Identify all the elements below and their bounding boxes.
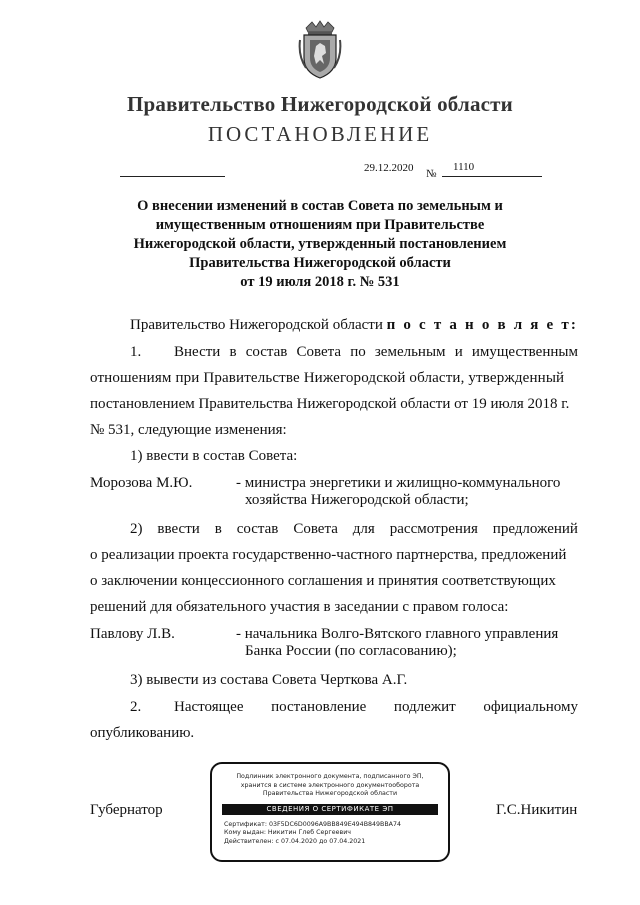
stamp-text: Правительства Нижегородской области bbox=[262, 790, 398, 797]
word: в bbox=[214, 521, 222, 537]
word: Внести bbox=[174, 344, 221, 360]
stamp-certificate-details bbox=[224, 821, 448, 847]
item-2-line-4: решений для обязательного участия в заседании с правом голоса: bbox=[90, 599, 509, 615]
word: ввести bbox=[157, 521, 200, 537]
word: состав bbox=[236, 521, 279, 537]
subject-line: О внесении изменений в состав Совета по земельным и bbox=[137, 198, 503, 214]
paragraph-2-number: 2. bbox=[130, 699, 142, 715]
paragraph-1-line-3: постановлением Правительства Нижегородской области от 19 июля 2018 г. bbox=[90, 396, 570, 412]
date-underline-left bbox=[120, 176, 225, 177]
word: Совета bbox=[293, 521, 338, 537]
subject-line: Правительства Нижегородской области bbox=[189, 255, 451, 271]
paragraph-2-line-2: опубликованию. bbox=[90, 725, 195, 741]
paragraph-1-number: 1. bbox=[130, 344, 142, 360]
subject-line: Нижегородской области, утвержденный постановлением bbox=[133, 236, 507, 252]
document-type: ПОСТАНОВЛЕНИЕ bbox=[207, 122, 433, 146]
paragraph-2-line-1 bbox=[174, 697, 578, 717]
subject-line: от 19 июля 2018 г. № 531 bbox=[240, 274, 400, 290]
item-2-line-2: о реализации проекта государственно-частного партнерства, предложений bbox=[90, 547, 567, 563]
person-2-name: Павлову Л.В. bbox=[90, 626, 175, 642]
electronic-signature-stamp bbox=[210, 762, 450, 862]
stamp-certificate-bar: СВЕДЕНИЯ О СЕРТИФИКАТЕ ЭП bbox=[222, 804, 438, 815]
word: земельным bbox=[374, 344, 446, 360]
item-2-line-3: о заключении концессионного соглашения и принятия соответствующих bbox=[90, 573, 556, 589]
stamp-text: хранится в системе электронного документооборота bbox=[240, 781, 420, 789]
number-underline bbox=[442, 176, 542, 177]
government-title: Правительство Нижегородской области bbox=[127, 92, 513, 116]
item-2-line-1 bbox=[130, 519, 578, 539]
signatory-position: Губернатор bbox=[90, 802, 163, 818]
document-date: 29.12.2020 bbox=[364, 162, 414, 174]
word: Совета bbox=[296, 344, 342, 360]
word: состав bbox=[245, 344, 288, 360]
paragraph-1-line-2: отношениям при Правительстве Нижегородской области, утвержденный bbox=[90, 370, 565, 386]
person-1-role-line-1: - министра энергетики и жилищно-коммунального bbox=[236, 475, 561, 491]
paragraph-1-line-4: № 531, следующие изменения: bbox=[90, 422, 287, 438]
item-3: 3) вывести из состава Совета Черткова А.Г. bbox=[130, 672, 408, 688]
word: 2) bbox=[130, 521, 143, 537]
item-1: 1) ввести в состав Совета: bbox=[130, 448, 298, 464]
intro-resolves: п о с т а н о в л я е т: bbox=[386, 317, 579, 333]
intro-text: Правительство Нижегородской области bbox=[130, 317, 383, 333]
word: постановление bbox=[271, 699, 367, 715]
number-sign: № bbox=[426, 168, 437, 180]
word: официальному bbox=[483, 699, 578, 715]
document-subject bbox=[100, 197, 540, 292]
certificate-serial: Сертификат: 03F5DC6D0096A9BB849E494B849BBA74 bbox=[224, 820, 401, 828]
stamp-header bbox=[212, 773, 448, 799]
person-1-name: Морозова М.Ю. bbox=[90, 475, 193, 491]
certificate-validity: Действителен: с 07.04.2020 до 07.04.2021 bbox=[224, 837, 366, 845]
stamp-text: Подлинник электронного документа, подписанного ЭП, bbox=[236, 773, 424, 780]
subject-line: имущественным отношениям при Правительстве bbox=[155, 217, 485, 233]
paragraph-1-line-1 bbox=[174, 342, 578, 362]
word: рассмотрения bbox=[389, 521, 478, 537]
word: для bbox=[352, 521, 375, 537]
word: подлежит bbox=[393, 699, 456, 715]
coat-of-arms-icon bbox=[298, 20, 342, 80]
word: предложений bbox=[492, 521, 578, 537]
word: в bbox=[229, 344, 237, 360]
signatory-name: Г.С.Никитин bbox=[496, 802, 578, 818]
word: имущественным bbox=[471, 344, 578, 360]
person-2-role-line-1: - начальника Волго-Вятского главного управления bbox=[236, 626, 559, 642]
person-2-role-line-2: Банка России (по согласованию); bbox=[245, 643, 457, 659]
certificate-owner: Кому выдан: Никитин Глеб Сергеевич bbox=[224, 829, 352, 836]
word: и bbox=[454, 344, 463, 360]
word: Настоящее bbox=[174, 699, 244, 715]
word: по bbox=[350, 344, 366, 360]
intro-paragraph bbox=[130, 315, 578, 335]
person-1-role-line-2: хозяйства Нижегородской области; bbox=[245, 492, 469, 508]
document-number: 1110 bbox=[453, 161, 475, 173]
